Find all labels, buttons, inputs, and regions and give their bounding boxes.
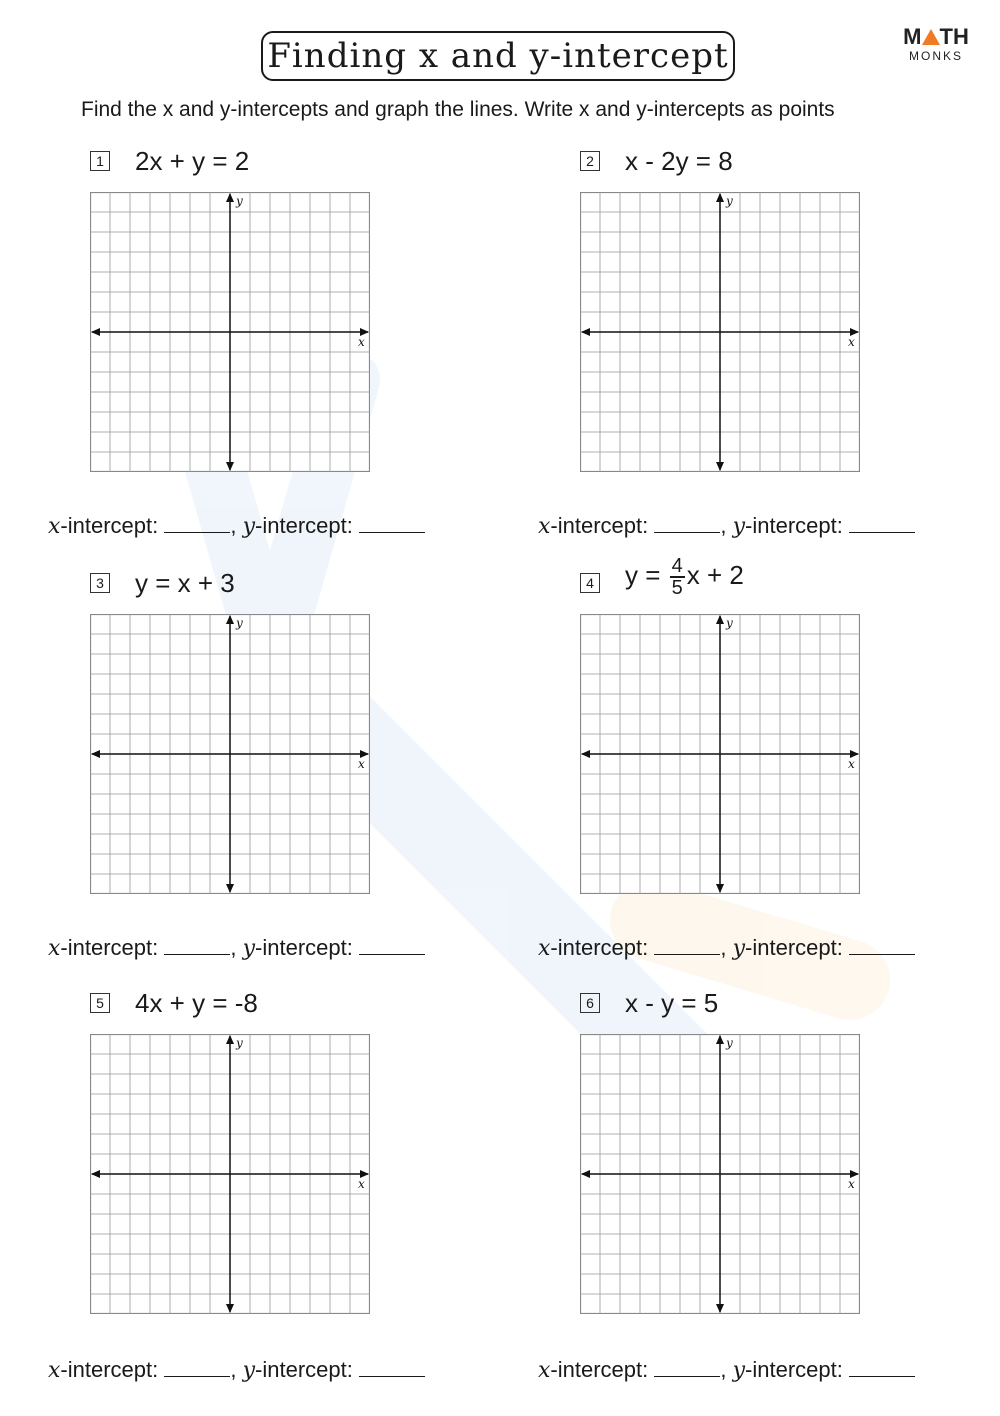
x-axis-label: x [848,1177,855,1191]
answer-line: x-intercept: , y-intercept: [538,512,915,539]
coordinate-grid[interactable] [90,1034,370,1314]
problem-number: 2 [580,151,600,171]
answer-line: x-intercept: , y-intercept: [48,1356,425,1383]
triangle-icon [922,29,940,45]
problem-1 [48,146,530,546]
coordinate-grid[interactable] [90,614,370,894]
x-intercept-blank[interactable] [164,512,230,533]
y-intercept-blank[interactable] [359,512,425,533]
y-axis-label: y [236,194,243,208]
coordinate-grid[interactable] [90,192,370,472]
x-intercept-blank[interactable] [654,1356,720,1377]
answer-line: x-intercept: , y-intercept: [48,512,425,539]
problem-number: 4 [580,573,600,593]
answer-line: x-intercept: , y-intercept: [538,934,915,961]
y-intercept-blank[interactable] [849,1356,915,1377]
problem-5 [48,988,530,1388]
equation: y = $\frac{4}{5}$ x + 2 [625,555,744,599]
x-intercept-blank[interactable] [654,934,720,955]
equation: 4x + y = -8 [135,988,258,1018]
problem-number: 6 [580,993,600,1013]
coordinate-grid[interactable] [580,192,860,472]
y-axis-label: y [236,1036,243,1050]
x-axis-label: x [358,1177,365,1191]
y-axis-label: y [726,194,733,208]
y-axis-label: y [726,1036,733,1050]
x-intercept-blank[interactable] [164,1356,230,1377]
y-axis-label: y [726,616,733,630]
y-intercept-blank[interactable] [849,934,915,955]
y-intercept-blank[interactable] [359,934,425,955]
x-axis-label: x [848,757,855,771]
coordinate-grid[interactable] [580,614,860,894]
problem-number: 1 [90,151,110,171]
problem-number: 5 [90,993,110,1013]
problem-6 [538,988,1000,1388]
problem-2 [538,146,1000,546]
x-axis-label: x [848,335,855,349]
problem-3 [48,568,530,968]
y-intercept-blank[interactable] [849,512,915,533]
equation: 2x + y = 2 [135,146,250,176]
x-axis-label: x [358,335,365,349]
problem-number: 3 [90,573,110,593]
page-title: Finding x and y-intercept [261,31,735,81]
y-intercept-blank[interactable] [359,1356,425,1377]
x-intercept-blank[interactable] [164,934,230,955]
answer-line: x-intercept: , y-intercept: [538,1356,915,1383]
y-axis-label: y [236,616,243,630]
instructions: Find the x and y-intercepts and graph the lines. Write x and y-intercepts as points [81,98,835,121]
math-monks-logo: M TH MONKS [903,24,969,63]
fraction: $\frac{4}{5}$ [671,555,683,599]
equation: x - 2y = 8 [625,146,733,176]
x-intercept-blank[interactable] [654,512,720,533]
coordinate-grid[interactable] [580,1034,860,1314]
equation: x - y = 5 [625,988,719,1018]
equation: y = x + 3 [135,568,235,598]
answer-line: x-intercept: , y-intercept: [48,934,425,961]
problem-4 [538,555,1000,968]
x-axis-label: x [358,757,365,771]
